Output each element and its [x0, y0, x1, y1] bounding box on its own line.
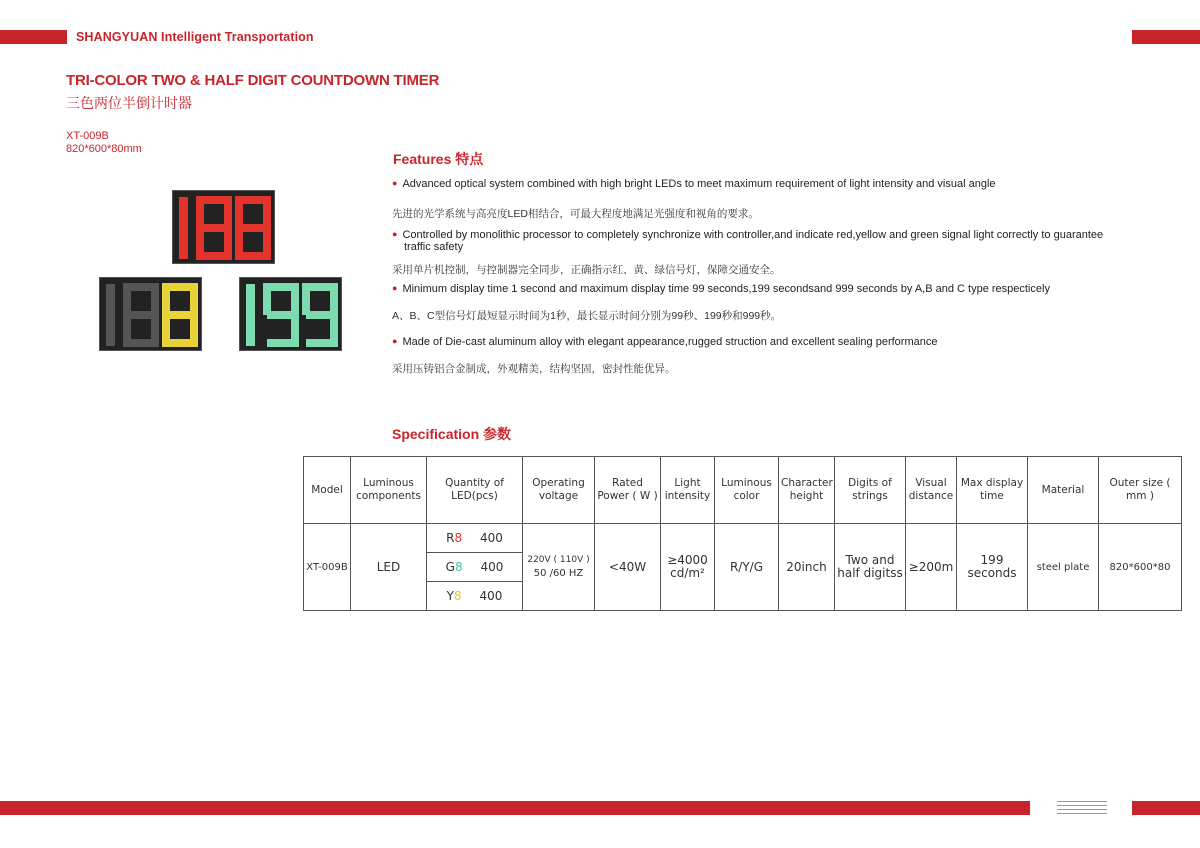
feature-item-2-cont: traffic safety: [404, 241, 464, 253]
top-left-bar: [0, 30, 67, 44]
digits-line-1: Two and: [845, 553, 895, 567]
model-size: 820*600*80mm: [66, 143, 142, 155]
red-countdown-display: [172, 190, 275, 264]
led-green-count: 400: [480, 559, 504, 574]
max-time-line-2: seconds: [967, 566, 1017, 580]
led-yellow-letter: Y: [446, 588, 454, 603]
green-digit-nine-2: [306, 287, 334, 343]
cell-outer-size: 820*600*80: [1099, 524, 1182, 611]
feature-item-4: ● Made of Die-cast aluminum alloy with elegant appearance,rugged struction and excellent sealing performance: [392, 336, 938, 348]
green-digits-graphic: [240, 278, 343, 352]
max-time-line-1: 199: [980, 553, 1004, 567]
feature-item-3-cn: A、B、C型信号灯最短显示时间为1秒，最长显示时间分别为99秒、199秒和999秒。: [392, 310, 782, 322]
header-digits: Digits of strings: [835, 457, 906, 524]
table-row: [304, 524, 1182, 553]
yellow-countdown-display: [99, 277, 202, 351]
specification-table: [303, 456, 1182, 611]
bullet-icon: ●: [392, 283, 398, 293]
cell-distance: ≥200m: [906, 524, 957, 611]
led-green-letter: G: [445, 559, 455, 574]
header-material: Material: [1028, 457, 1099, 524]
header-distance: Visual distance: [906, 457, 957, 524]
red-digit-eight-1: [200, 200, 228, 256]
voltage-line-2: 50 /60 HZ: [533, 568, 584, 579]
top-right-bar: [1132, 30, 1200, 44]
specification-heading: Specification 参数: [392, 426, 512, 442]
yellow-digits-graphic: [100, 278, 203, 352]
led-yellow-count: 400: [479, 588, 503, 603]
led-red-count: 400: [479, 530, 503, 545]
yellow-digit-one-dim: [106, 284, 115, 346]
header-intensity: Light intensity: [661, 457, 715, 524]
features-heading: Features 特点: [393, 151, 484, 167]
intensity-line-2: cd/m²: [670, 566, 705, 580]
cell-char-height: 20inch: [779, 524, 835, 611]
header-model: Model: [304, 457, 351, 524]
bullet-icon: ●: [392, 229, 398, 239]
header-power: Rated Power ( W ): [595, 457, 661, 524]
table-header-row: [304, 457, 1182, 524]
intensity-line-1: ≥4000: [667, 553, 708, 567]
cell-max-time: [957, 524, 1028, 611]
header-components: Luminous components: [351, 457, 427, 524]
feature-item-2-cn: 采用单片机控制，与控制器完全同步，正确指示红、黄、绿信号灯，保障交通安全。: [392, 264, 781, 276]
cell-components: LED: [351, 524, 427, 611]
digits-line-2: half digitss: [837, 566, 903, 580]
red-digit-eight-2: [239, 200, 267, 256]
cell-led-yellow: [427, 582, 523, 611]
cell-intensity: [661, 524, 715, 611]
header-voltage: Operating voltage: [523, 457, 595, 524]
feature-item-1-cn: 先进的光学系统与高亮度LED相结合，可最大程度地满足光强度和视角的要求。: [392, 208, 759, 220]
cell-led-green: [427, 553, 523, 582]
bullet-icon: ●: [392, 178, 398, 188]
cell-led-red: [427, 524, 523, 553]
green-digit-one: [246, 284, 255, 346]
cell-material: steel plate: [1028, 524, 1099, 611]
model-info: [66, 130, 142, 156]
cell-power: <40W: [595, 524, 661, 611]
header-led-quantity: Quantity of LED(pcs): [427, 457, 523, 524]
red-digits-graphic: [173, 191, 276, 265]
led-green-glyph: 8: [454, 559, 463, 574]
feature-item-4-cn: 采用压铸铝合金制成，外观精美，结构坚固，密封性能优异。: [392, 363, 676, 375]
voltage-line-1: 220V ( 110V ): [527, 555, 590, 565]
cell-voltage: [523, 524, 595, 611]
bullet-icon: ●: [392, 336, 398, 346]
led-red-glyph: 8: [454, 530, 463, 545]
header-char-height: Character height: [779, 457, 835, 524]
header-max-time: Max display time: [957, 457, 1028, 524]
feature-item-2: ● Controlled by monolithic processor to completely synchronize with controller,and indicate red,yellow and green signal light correctly to guarantee traffic safety: [392, 229, 1152, 253]
led-red-letter: R: [446, 530, 455, 545]
header-outer-size: Outer size ( mm ): [1099, 457, 1182, 524]
brand-name: SHANGYUAN Intelligent Transportation: [76, 30, 314, 44]
led-yellow-glyph: 8: [453, 588, 462, 603]
yellow-digit-eight-dim: [127, 287, 155, 343]
product-title-en: TRI-COLOR TWO & HALF DIGIT COUNTDOWN TIMER: [66, 72, 440, 89]
green-digit-nine-1: [267, 287, 295, 343]
bottom-stripes-decoration: [1057, 801, 1107, 817]
feature-item-1: ● Advanced optical system combined with high bright LEDs to meet maximum requirement of light intensity and visual angle: [392, 178, 996, 190]
cell-model: XT-009B: [304, 524, 351, 611]
yellow-digit-eight-lit: [166, 287, 194, 343]
cell-digits: [835, 524, 906, 611]
bottom-long-bar: [0, 801, 1030, 815]
cell-color: R/Y/G: [715, 524, 779, 611]
feature-item-3: ● Minimum display time 1 second and maximum display time 99 seconds,199 secondsand 999 seconds by A,B and C type respecticely: [392, 283, 1050, 295]
green-countdown-display: [239, 277, 342, 351]
bottom-right-bar: [1132, 801, 1200, 815]
model-number: XT-009B: [66, 130, 109, 142]
product-title-cn: 三色两位半倒计时器: [66, 95, 192, 111]
header-color: Luminous color: [715, 457, 779, 524]
red-digit-one: [179, 197, 188, 259]
